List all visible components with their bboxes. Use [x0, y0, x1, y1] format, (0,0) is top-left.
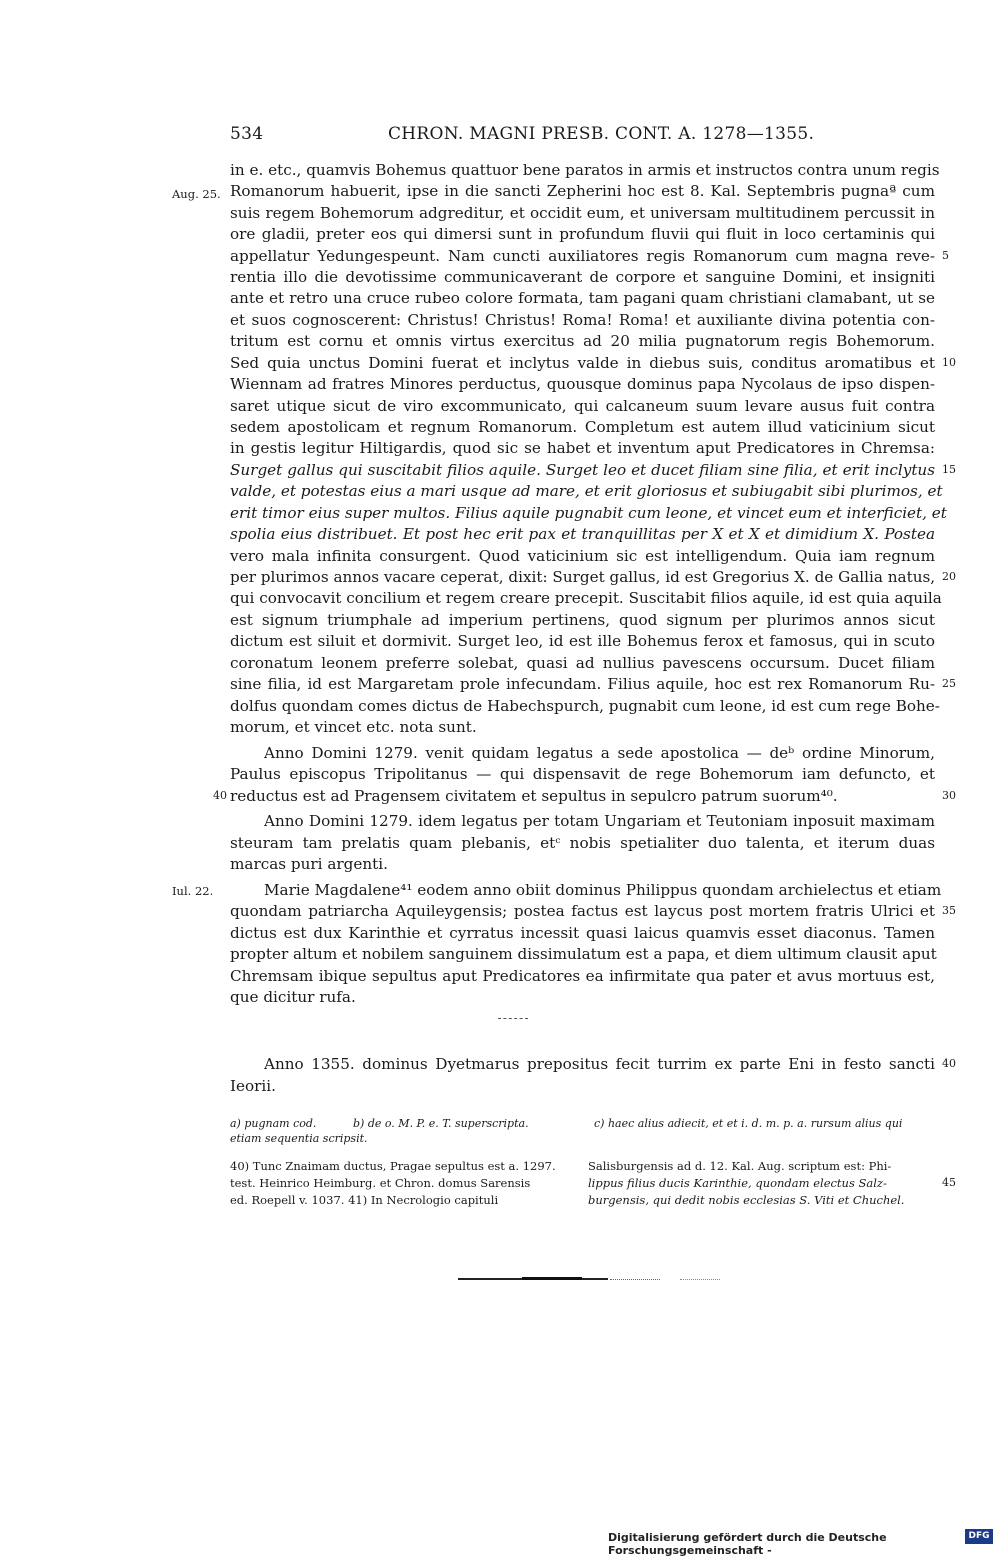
- ornament-rule: [610, 1279, 660, 1280]
- text-line: [230, 503, 947, 524]
- italic-text: lippus filius ducis Karinthie, quondam electus Salz-: [588, 1176, 887, 1190]
- running-title: CHRON. MAGNI PRESB. CONT. A. 1278—1355.: [388, 124, 815, 144]
- text-line: Chremsam ibique sepultus aput Predicatores ea infirmitate qua pater et avus mortuus est,: [230, 967, 935, 985]
- italic-text: a) pugnam cod.: [230, 1117, 317, 1130]
- dfg-logo-icon: DFG: [965, 1529, 993, 1544]
- ornament-rule: [680, 1279, 720, 1280]
- text-line: [230, 524, 935, 545]
- footnote-line: ed. Roepell v. 1037. 41) In Necrologio capituli: [230, 1193, 499, 1207]
- footnote-line: Salisburgensis ad d. 12. Kal. Aug. scriptum est: Phi-: [588, 1159, 892, 1173]
- text-line: rentia illo die devotissime communicaverant de corpore et sanguine Domini, et insigniti: [230, 268, 935, 286]
- line-number: 25: [942, 677, 956, 690]
- italic-text: valde, et potestas eius a mari usque ad mare, et erit gloriosus et subiugabit sibi plurimos, et: [230, 482, 943, 500]
- text-line: que dicitur rufa.: [230, 988, 356, 1006]
- text-line: Wiennam ad fratres Minores perductus, quousque dominus papa Nycolaus de ipso dispen-: [230, 375, 935, 393]
- text-line: appellatur Yedungespeunt. Nam cuncti auxiliatores regis Romanorum cum magna reve-: [230, 247, 935, 265]
- text-line: saret utique sicut de viro excommunicato, qui calcaneum suum levare ausus fuit contra: [230, 397, 935, 415]
- text-line: et suos cognoscerent: Christus! Christus! Roma! Roma! et auxiliante divina potentia con-: [230, 311, 935, 329]
- italic-text: burgensis, qui dedit nobis ecclesias S. Viti et Chuchel.: [588, 1193, 905, 1207]
- note-b: [353, 1116, 529, 1131]
- line-number: 45: [942, 1176, 956, 1189]
- text-line: tritum est cornu et omnis virtus exercitus ad 20 milia pugnatorum regis Bohemorum.: [230, 332, 935, 350]
- note-c-continued: [230, 1131, 368, 1146]
- text-line: est signum triumphale ad imperium pertinens, quod signum per plurimos annos sicut: [230, 611, 935, 629]
- italic-text: erit timor eius super multos. Filius aquile pugnabit cum leone, et vincet eum et interficiet, et: [230, 504, 947, 522]
- footnote-ref-number: 40: [213, 789, 227, 802]
- text-line: steuram tam prelatis quam plebanis, etᶜ nobis spetialiter duo talenta, et iterum duas: [230, 834, 935, 852]
- note-a: [230, 1116, 316, 1131]
- text-line: marcas puri argenti.: [230, 855, 388, 873]
- text-line: dictum est siluit et dormivit. Surget leo, id est ille Bohemus ferox et famosus, qui in scuto: [230, 632, 935, 650]
- footnote-line: [588, 1175, 933, 1191]
- ornament-rule: [522, 1277, 582, 1280]
- text-line: per plurimos annos vacare ceperat, dixit: Surget gallus, id est Gregorius X. de Gallia natus,: [230, 568, 936, 586]
- text-line: coronatum leonem preferre solebat, quasi ad nullius pavescens occursum. Ducet filiam: [230, 654, 935, 672]
- page-number: 534: [230, 124, 264, 144]
- text-line: Anno Domini 1279. idem legatus per totam Ungariam et Teutoniam inposuit maximam: [264, 812, 935, 830]
- text-line: morum, et vincet etc. nota sunt.: [230, 718, 477, 736]
- line-number: 5: [942, 249, 949, 262]
- italic-text: b) de o. M. P. e. T. superscripta.: [353, 1117, 529, 1130]
- text-line: Paulus episcopus Tripolitanus — qui dispensavit de rege Bohemorum iam defuncto, et: [230, 765, 935, 783]
- text-line: [230, 481, 943, 502]
- margin-date-jul22: Iul. 22.: [172, 884, 214, 898]
- text-line: Anno Domini 1279. venit quidam legatus a sede apostolica — deᵇ ordine Minorum,: [264, 744, 935, 762]
- line-number: 35: [942, 904, 956, 917]
- line-number: 30: [942, 789, 956, 802]
- text-line: Sed quia unctus Domini fuerat et inclytus valde in diebus suis, conditus aromatibus et: [230, 354, 935, 372]
- text-line: Anno 1355. dominus Dyetmarus prepositus fecit turrim ex parte Eni in festo sancti: [264, 1055, 935, 1073]
- text-line: dictus est dux Karinthie et cyrratus incessit quasi laicus quamvis esset diaconus. Tamen: [230, 924, 935, 942]
- footnote-line: 40) Tunc Znaimam ductus, Pragae sepultus est a. 1297.: [230, 1159, 556, 1173]
- line-number: 10: [942, 356, 956, 369]
- text-line: dolfus quondam comes dictus de Habechspurch, pugnabit cum leone, id est cum rege Bohe-: [230, 697, 940, 715]
- text-line: suis regem Bohemorum adgreditur, et occidit eum, et universam multitudinem percussit in: [230, 204, 935, 222]
- italic-text: Surget gallus qui suscitabit filios aquile. Surget leo et ducet filiam sine filia, et erit inclytus: [230, 461, 935, 479]
- text-line: Romanorum habuerit, ipse in die sancti Zepherini hoc est 8. Kal. Septembris pugnaª cum: [230, 182, 935, 200]
- text-line: Ieorii.: [230, 1077, 276, 1095]
- text-line: vero mala infinita consurgent. Quod vaticinium sic est intelligendum. Quia iam regnum: [230, 547, 935, 565]
- text-line: sedem apostolicam et regnum Romanorum. Completum est autem illud vaticinium sicut: [230, 418, 935, 436]
- text-line: in e. etc., quamvis Bohemus quattuor bene paratos in armis et instructos contra unum regis: [230, 161, 940, 179]
- text-line: [230, 460, 935, 481]
- margin-date-aug25: Aug. 25.: [172, 187, 221, 201]
- line-number: 20: [942, 570, 956, 583]
- footnote-line: test. Heinrico Heimburg. et Chron. domus Sarensis: [230, 1176, 531, 1190]
- italic-text: etiam sequentia scripsit.: [230, 1132, 368, 1145]
- italic-text: c) haec alius adiecit, et et i. d. m. p. a. rursum alius qui: [594, 1117, 903, 1130]
- text-line: sine filia, id est Margaretam prole infecundam. Filius aquile, hoc est rex Romanorum Ru-: [230, 675, 935, 693]
- italic-text: spolia eius distribuet. Et post hec erit pax et tranquillitas per X et X et dimidium X. Postea: [230, 525, 935, 543]
- footnote-line: [588, 1192, 933, 1208]
- funding-credit: Digitalisierung gefördert durch die Deutsche Forschungsgemeinschaft -: [608, 1531, 887, 1557]
- line-number: 15: [942, 463, 956, 476]
- text-line: ante et retro una cruce rubeo colore formata, tam pagani quam christiani clamabant, ut se: [230, 289, 935, 307]
- section-divider: [498, 1018, 528, 1019]
- text-line: reductus est ad Pragensem civitatem et sepultus in sepulcro patrum suorum⁴⁰.: [230, 787, 838, 805]
- text-line: Marie Magdalene⁴¹ eodem anno obiit dominus Philippus quondam archielectus et etiam: [264, 881, 942, 899]
- text-line: in gestis legitur Hiltigardis, quod sic se habet et inventum aput Predicatores in Chremsa:: [230, 439, 935, 457]
- text-line: ore gladii, preter eos qui dimersi sunt in profundum fluvii qui fluit in loco certaminis qui: [230, 225, 935, 243]
- note-c: [594, 1116, 902, 1131]
- text-line: qui convocavit concilium et regem creare precepit. Suscitabit filios aquile, id est quia aquila: [230, 589, 942, 607]
- line-number: 40: [942, 1057, 956, 1070]
- text-line: quondam patriarcha Aquileygensis; postea factus est laycus post mortem fratris Ulrici et: [230, 902, 935, 920]
- text-line: propter altum et nobilem sanguinem dissimulatum est a papa, et diem ultimum clausit aput: [230, 945, 937, 963]
